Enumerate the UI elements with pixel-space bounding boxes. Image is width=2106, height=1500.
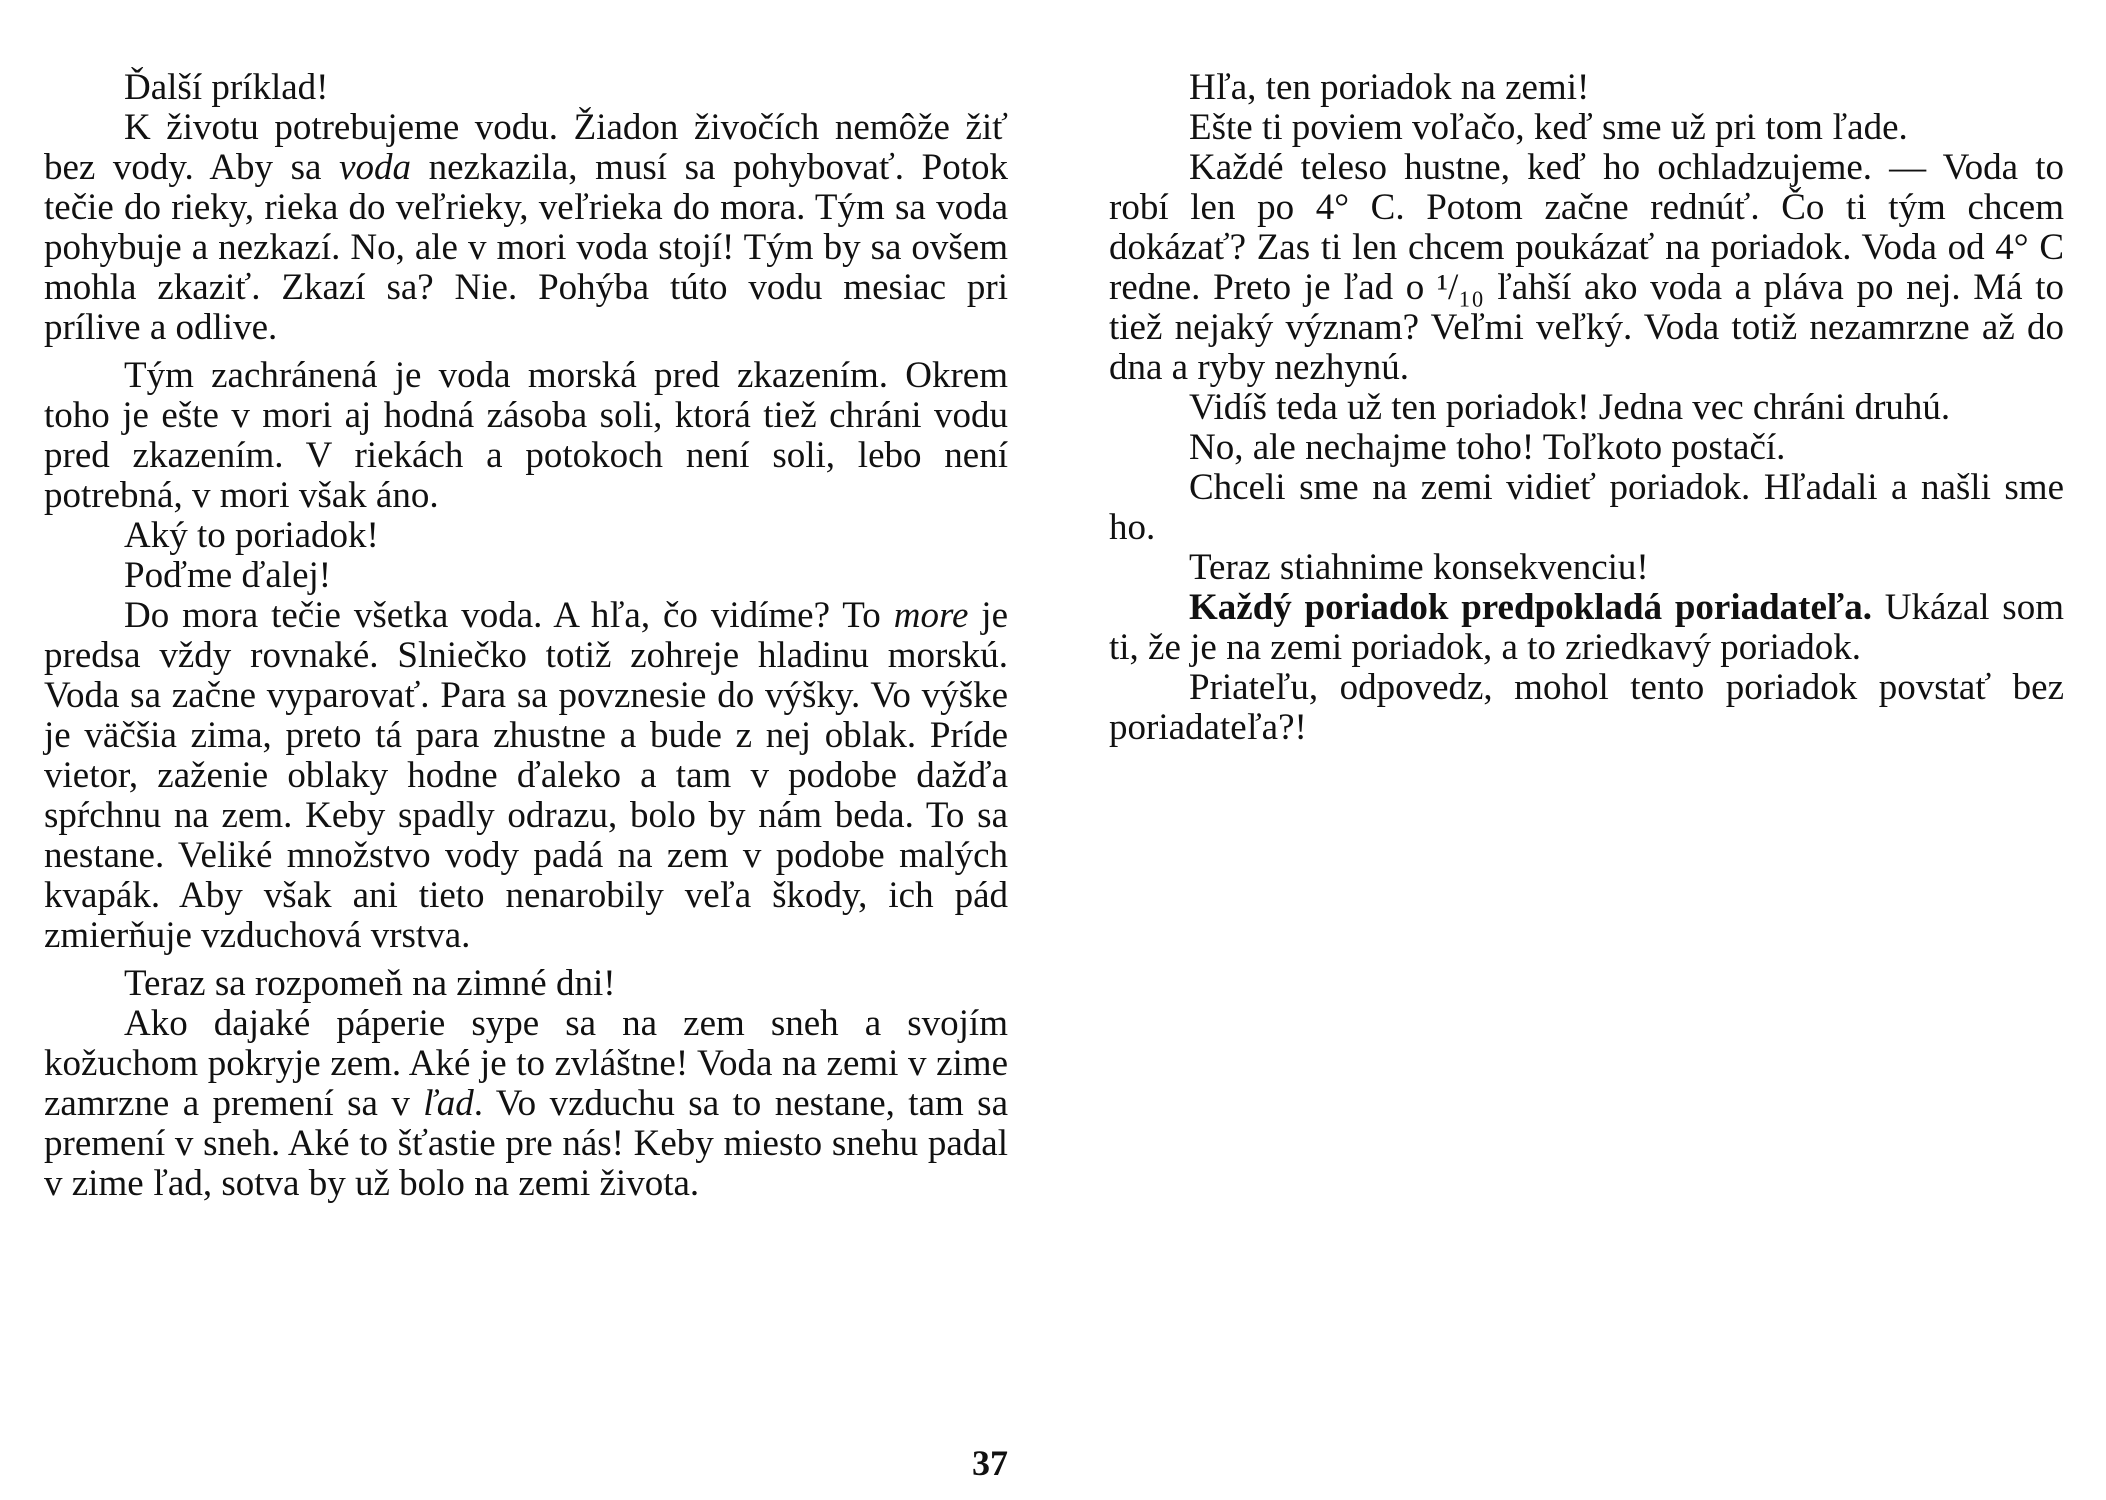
paragraph: K životu potrebujeme vodu. Žiadon živočích nemôže žiť bez vody. Aby sa voda nezkazila, musí sa pohybovať. Potok tečie do rieky, rieka do veľrieky, veľrieka do mora. Tým sa voda pohybuje a nezkazí. No, ale v mori voda stojí! Tým by sa ovšem mohla zkaziť. Zkazí sa? Nie. Pohýba túto vodu mesiac pri prílive a odlive.: [44, 107, 1008, 348]
paragraph: Do mora tečie všetka voda. A hľa, čo vidíme? To more je predsa vždy rovnaké. Slniečko totiž zohreje hladinu morskú. Voda sa začne vyparovať. Para sa povznesie do výšky. Vo výške je väčšia zima, preto tá para zhustne a bude z nej oblak. Príde vietor, zaženie oblaky hodne ďaleko a tam v podobe dažďa spŕchnu na zem. Keby spadly odrazu, bolo by nám beda. To sa nestane. Veliké množstvo vody padá na zem v podobe malých kvapák. Aby však ani tieto nenarobily veľa škody, ich pád zmierňuje vzduchová vrstva.: [44, 595, 1009, 956]
paragraph: Ďalší príklad!: [124, 67, 329, 108]
italic-word: voda: [339, 147, 411, 188]
italic-word: more: [893, 595, 969, 636]
paragraph: Teraz stiahnime konsekvenciu!: [1189, 547, 1649, 588]
bold-thesis: Každý poriadok predpokladá poriadateľa.: [1189, 587, 1873, 628]
paragraph: Chceli sme na zemi vidieť poriadok. Hľadali a našli sme ho.: [1109, 467, 2064, 548]
paragraph: Každý poriadok predpokladá poriadateľa. Ukázal som ti, že je na zemi poriadok, a to zriedkavý poriadok.: [1109, 587, 2064, 668]
paragraph: Každé teleso hustne, keď ho ochladzujeme. — Voda to robí len po 4° C. Potom začne rednúť. Čo ti tým chcem dokázať? Zas ti len chcem poukázať na poriadok. Voda od 4° C redne. Preto je ľad o ¹/₁₀ ľahší ako voda a pláva po nej. Má to tiež nejaký význam? Veľmi veľký. Voda totiž nezamrzne až do dna a ryby nezhynú.: [1109, 147, 2064, 388]
left-page-text: [44, 68, 1008, 1204]
paragraph: Hľa, ten poriadok na zemi!: [1189, 67, 1590, 108]
paragraph: Tým zachránená je voda morská pred zkazením. Okrem toho je ešte v mori aj hodná zásoba soli, ktorá tiež chráni vodu pred zkazením. V riekách a potokoch není soli, lebo není potrebná, v mori však áno.: [44, 355, 1008, 516]
paragraph: Teraz sa rozpomeň na zimné dni!: [124, 963, 616, 1004]
italic-word: ľad: [423, 1083, 474, 1124]
paragraph: Ešte ti poviem voľačo, keď sme už pri tom ľade.: [1189, 107, 1908, 148]
paragraph: Poďme ďalej!: [124, 555, 332, 596]
page-number: 37: [972, 1443, 1008, 1483]
paragraph: Priateľu, odpovedz, mohol tento poriadok povstať bez poriadateľa?!: [1109, 667, 2064, 748]
right-page-text: [1109, 68, 2064, 748]
paragraph: Aký to poriadok!: [124, 515, 379, 556]
paragraph: Vidíš teda už ten poriadok! Jedna vec chráni druhú.: [1189, 387, 1951, 428]
paragraph: Ako dajaké páperie sype sa na zem sneh a svojím kožuchom pokryje zem. Aké je to zvláštne! Voda na zemi v zime zamrzne a premení sa v ľad. Vo vzduchu sa to nestane, tam sa premení v sneh. Aké to šťastie pre nás! Keby miesto snehu padal v zime ľad, sotva by už bolo na zemi života.: [44, 1003, 1009, 1204]
paragraph: No, ale nechajme toho! Toľkoto postačí.: [1189, 427, 1786, 468]
